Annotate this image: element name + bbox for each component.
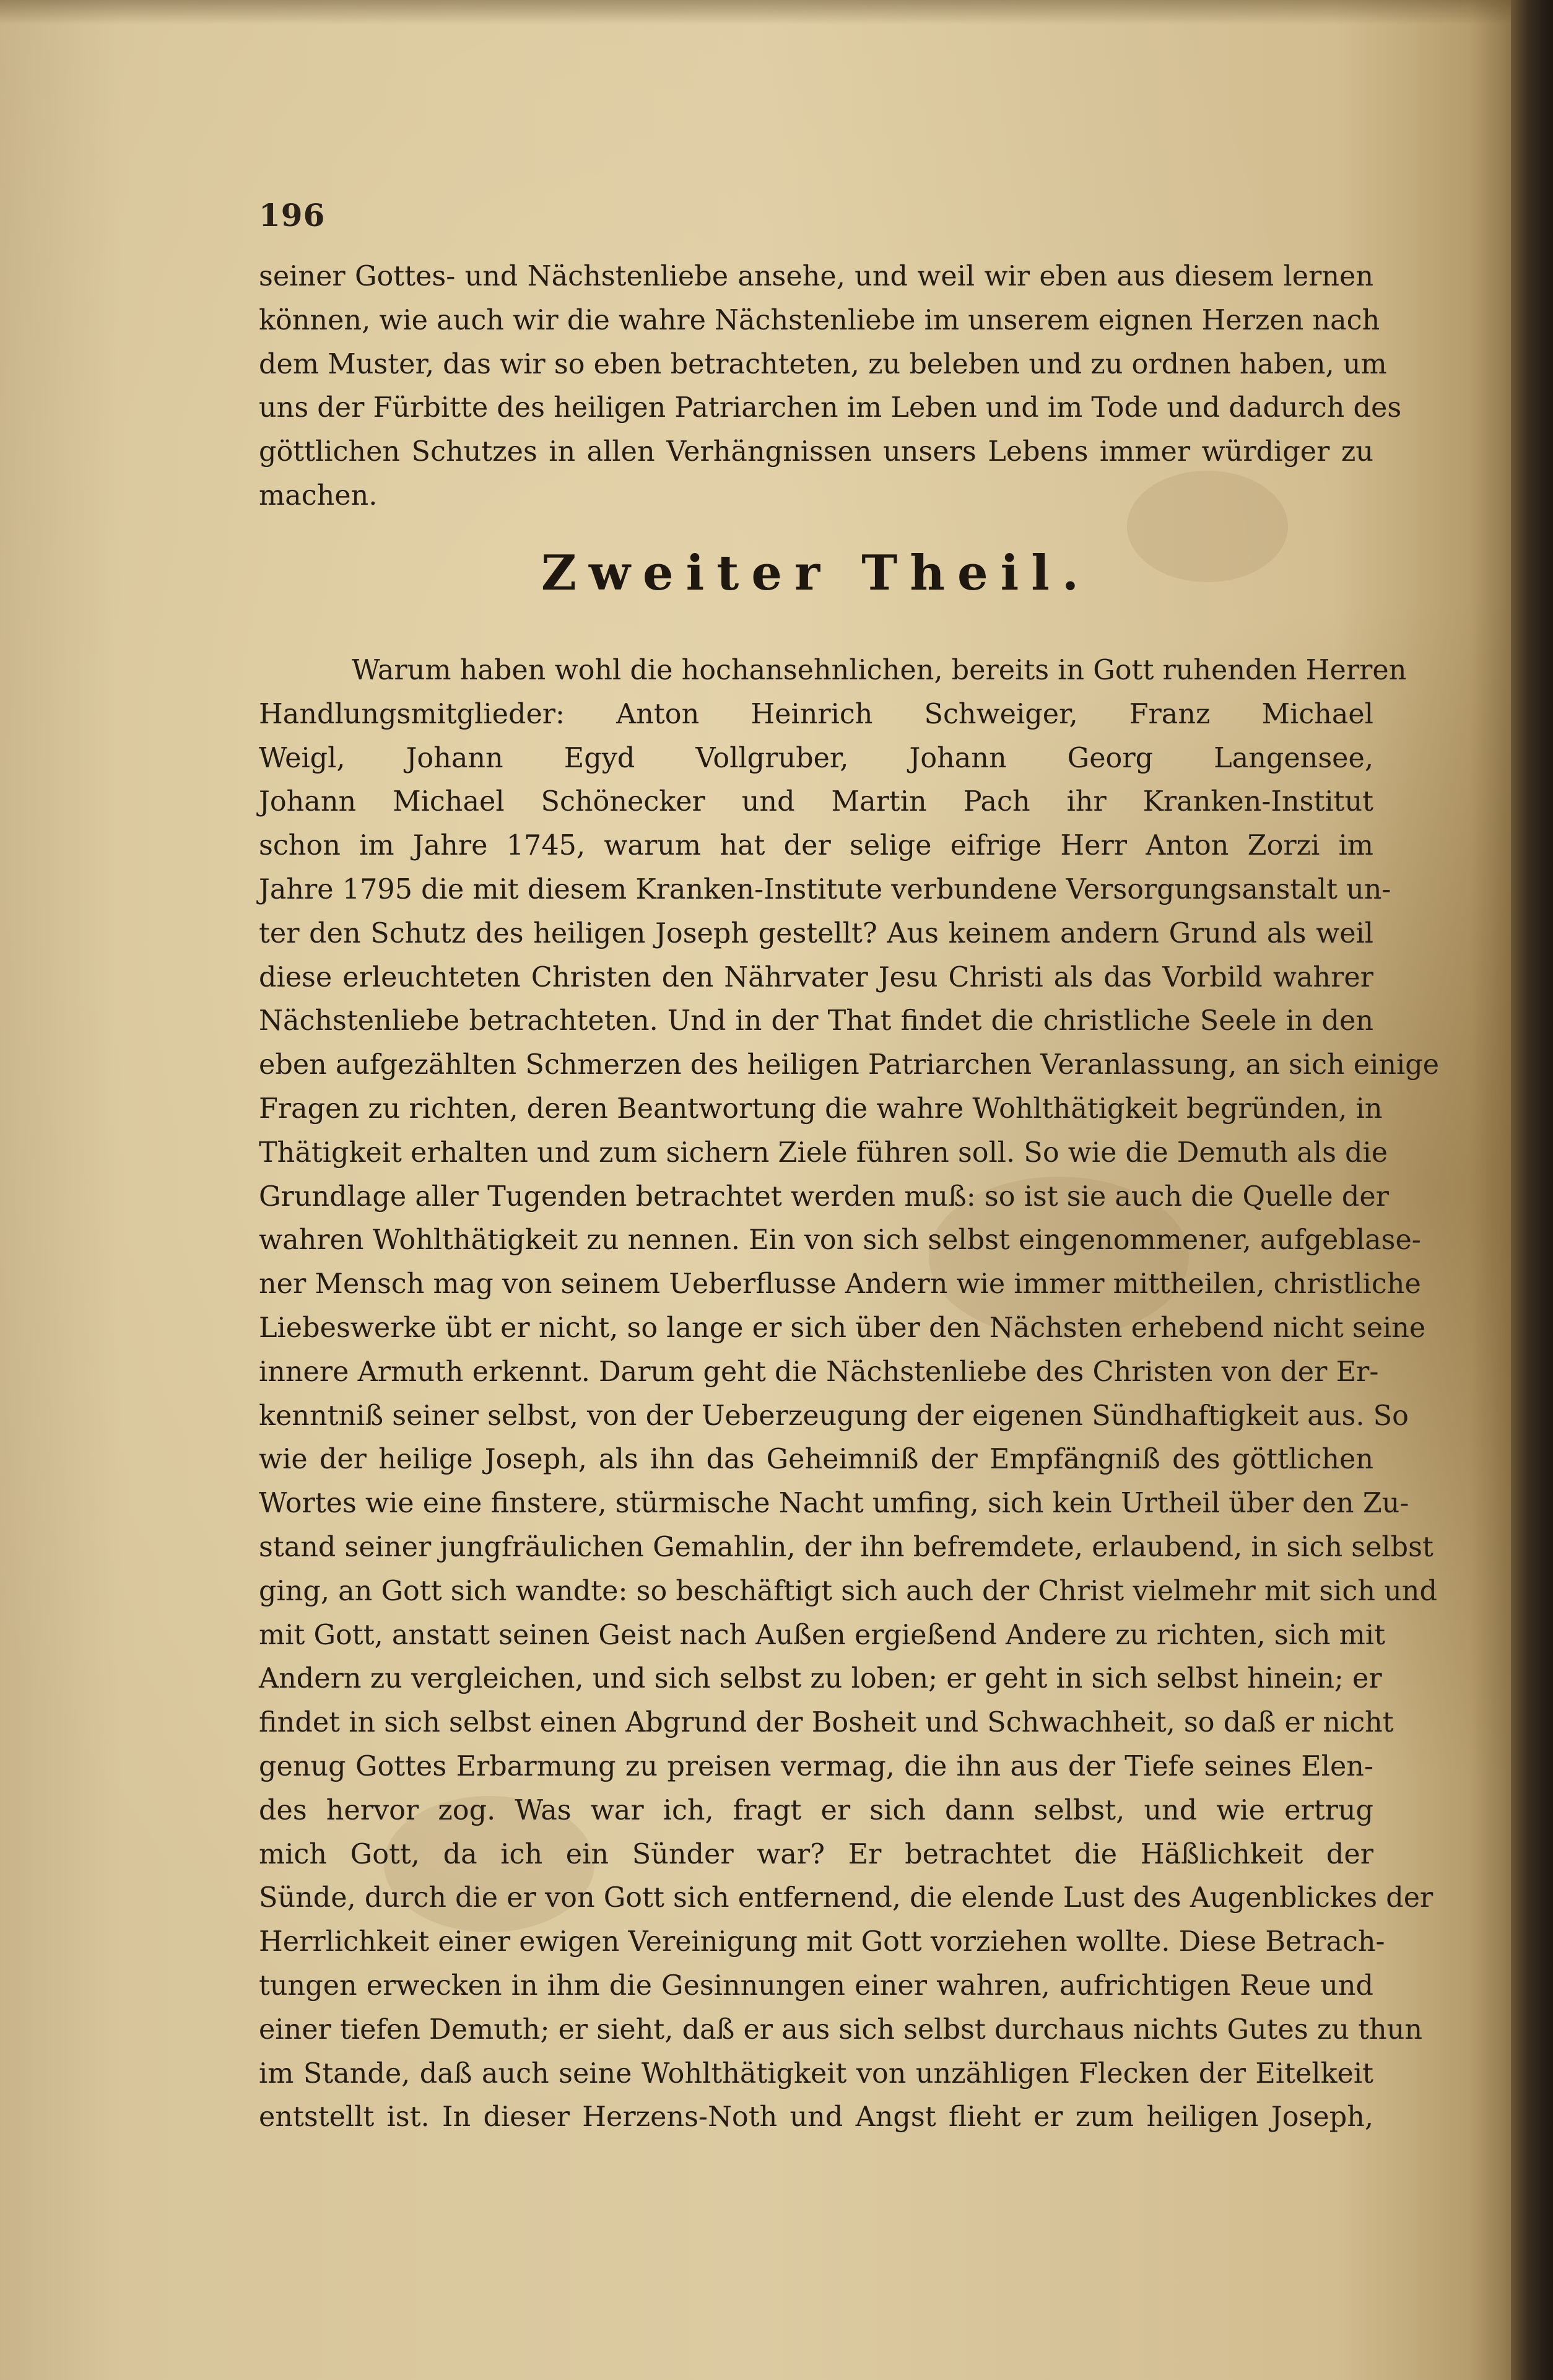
text-line: mich Gott, da ich ein Sünder war? Er betrachtet die Häßlichkeit der: [259, 1838, 1373, 1870]
text-line: findet in sich selbst einen Abgrund der Bosheit und Schwachheit, so daß er nicht: [259, 1707, 1394, 1739]
text-line: Johann Michael Schönecker und Martin Pach ihr Kranken-Institut: [259, 786, 1373, 818]
text-line: stand seiner jungfräulichen Gemahlin, der ihn befremdete, erlaubend, in sich selbst: [259, 1531, 1433, 1563]
text-line: Grundlage aller Tugenden betrachtet werden muß: so ist sie auch die Quelle der: [259, 1180, 1389, 1213]
text-line: schon im Jahre 1745, warum hat der selige eifrige Herr Anton Zorzi im: [259, 830, 1373, 862]
text-line: wie der heilige Joseph, als ihn das Geheimniß der Empfängniß des göttlichen: [259, 1444, 1373, 1476]
text-line: Wortes wie eine finstere, stürmische Nacht umfing, sich kein Urtheil über den Zu-: [259, 1488, 1409, 1520]
text-line: kenntniß seiner selbst, von der Ueberzeugung der eigenen Sündhaftigkeit aus. So: [259, 1400, 1409, 1432]
text-line: Fragen zu richten, deren Beantwortung die wahre Wohlthätigkeit begründen, in: [259, 1092, 1383, 1125]
text-line: Sünde, durch die er von Gott sich entfernend, die elende Lust des Augenblickes der: [259, 1882, 1433, 1914]
text-line: ging, an Gott sich wandte: so beschäftigt sich auch der Christ vielmehr mit sich und: [259, 1575, 1437, 1607]
text-line: tungen erwecken in ihm die Gesinnungen einer wahren, aufrichtigen Reue und: [259, 1969, 1373, 2002]
text-line: innere Armuth erkennt. Darum geht die Nächstenliebe des Christen von der Er-: [259, 1356, 1379, 1388]
text-line: Weigl, Johann Egyd Vollgruber, Johann Georg Langensee,: [259, 742, 1373, 774]
text-line: seiner Gottes- und Nächstenliebe ansehe, und weil wir eben aus diesem lernen: [259, 261, 1373, 292]
text-line: ter den Schutz des heiligen Joseph gestellt? Aus keinem andern Grund als weil: [259, 917, 1373, 949]
text-line: können, wie auch wir die wahre Nächstenliebe im unserem eignen Herzen nach: [259, 304, 1380, 336]
text-line: ner Mensch mag von seinem Ueberflusse Andern wie immer mittheilen, christliche: [259, 1268, 1421, 1301]
text-line: genug Gottes Erbarmung zu preisen vermag, die ihn aus der Tiefe seines Elen-: [259, 1750, 1373, 1782]
text-line: Handlungsmitglieder: Anton Heinrich Schweiger, Franz Michael: [259, 698, 1373, 730]
text-line: Warum haben wohl die hochansehnlichen, bereits in Gott ruhenden Herren: [352, 655, 1407, 686]
text-line: Herrlichkeit einer ewigen Vereinigung mit Gott vorziehen wollte. Diese Betrach-: [259, 1926, 1385, 1958]
text-line: im Stande, daß auch seine Wohlthätigkeit von unzähligen Flecken der Eitelkeit: [259, 2057, 1373, 2090]
text-line: wahren Wohlthätigkeit zu nennen. Ein von sich selbst eingenommener, aufgeblase-: [259, 1224, 1421, 1257]
text-line: eben aufgezählten Schmerzen des heiligen Patriarchen Veranlassung, an sich einige: [259, 1049, 1440, 1081]
text-line: des hervor zog. Was war ich, fragt er sich dann selbst, und wie ertrug: [259, 1794, 1373, 1826]
text-line: diese erleuchteten Christen den Nährvater Jesu Christi als das Vorbild wahrer: [259, 961, 1373, 993]
book-spine-shadow: [1511, 0, 1553, 2380]
page-number: 196: [259, 197, 326, 233]
text-line: dem Muster, das wir so eben betrachteten, zu beleben und zu ordnen haben, um: [259, 348, 1387, 380]
text-line: Jahre 1795 die mit diesem Kranken-Institute verbundene Versorgungsanstalt un-: [259, 873, 1391, 905]
text-line: Liebeswerke übt er nicht, so lange er sich über den Nächsten erhebend nicht seine: [259, 1312, 1426, 1344]
page-top-edge: [0, 0, 1516, 25]
section-heading: Zweiter Theil.: [541, 545, 1092, 601]
text-line: Thätigkeit erhalten und zum sichern Ziele führen soll. So wie die Demuth als die: [259, 1136, 1388, 1169]
paragraph-continuation: [259, 255, 1402, 518]
text-line: einer tiefen Demuth; er sieht, daß er aus sich selbst durchaus nichts Gutes zu thun: [259, 2013, 1422, 2046]
text-line: mit Gott, anstatt seinen Geist nach Außen ergießend Andere zu richten, sich mit: [259, 1619, 1385, 1651]
text-line: machen.: [259, 479, 378, 512]
text-line: entstellt ist. In dieser Herzens-Noth und Angst flieht er zum heiligen Joseph,: [259, 2101, 1373, 2134]
text-line: uns der Fürbitte des heiligen Patriarchen im Leben und im Tode und dadurch des: [259, 392, 1402, 424]
text-line: göttlichen Schutzes in allen Verhängnissen unsers Lebens immer würdiger zu: [259, 436, 1373, 468]
text-line: Andern zu vergleichen, und sich selbst zu loben; er geht in sich selbst hinein; er: [259, 1663, 1382, 1695]
text-line: Nächstenliebe betrachteten. Und in der That findet die christliche Seele in den: [259, 1005, 1373, 1037]
paragraph-main: [259, 649, 1440, 2140]
